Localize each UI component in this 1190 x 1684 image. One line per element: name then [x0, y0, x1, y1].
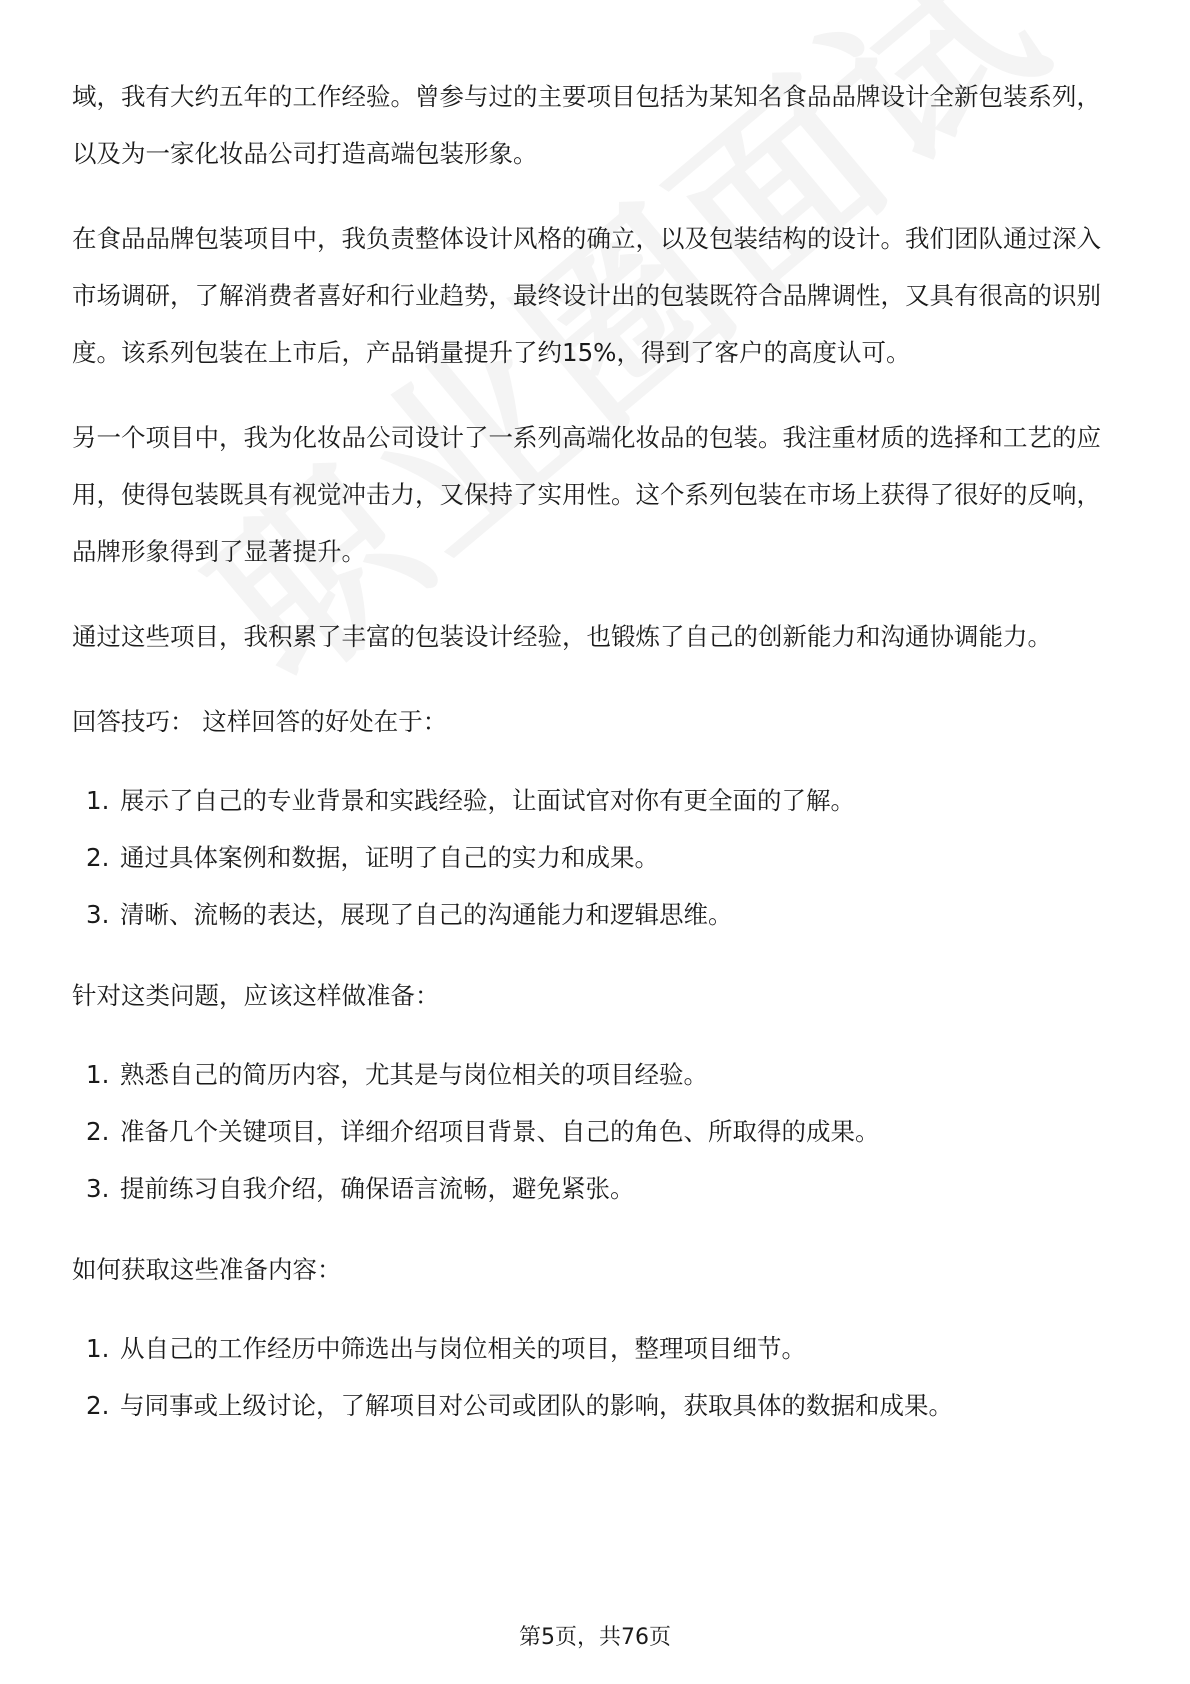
- list-item: [72, 1046, 1122, 1103]
- list-number: 3.: [86, 1174, 110, 1203]
- list-item: [72, 1320, 1122, 1377]
- list-text: 展示了自己的专业背景和实践经验，让面试官对你有更全面的了解。: [120, 786, 855, 815]
- list-number: 1.: [86, 786, 110, 815]
- paragraph: 域，我有大约五年的工作经验。曾参与过的主要项目包括为某知名食品品牌设计全新包装系列，以及为一家化妆品公司打造高端包装形象。: [72, 82, 1101, 168]
- list-text: 提前练习自我介绍，确保语言流畅，避免紧张。: [120, 1174, 635, 1203]
- list-text: 熟悉自己的简历内容，尤其是与岗位相关的项目经验。: [120, 1060, 708, 1089]
- page-number-footer: 第5页，共76页: [519, 1625, 671, 1650]
- numbered-list: [72, 772, 1122, 943]
- list-number: 2.: [86, 1391, 110, 1420]
- section-heading: 如何获取这些准备内容：: [72, 1255, 342, 1284]
- section-heading: 针对这类问题，应该这样做准备：: [72, 981, 440, 1010]
- list-number: 2.: [86, 843, 110, 872]
- paragraph: 通过这些项目，我积累了丰富的包装设计经验，也锻炼了自己的创新能力和沟通协调能力。: [72, 622, 1052, 651]
- numbered-list: [72, 1320, 1122, 1434]
- list-text: 通过具体案例和数据，证明了自己的实力和成果。: [120, 843, 659, 872]
- list-text: 准备几个关键项目，详细介绍项目背景、自己的角色、所取得的成果。: [120, 1117, 880, 1146]
- paragraph: 另一个项目中，我为化妆品公司设计了一系列高端化妆品的包装。我注重材质的选择和工艺的应用，使得包装既具有视觉冲击力，又保持了实用性。这个系列包装在市场上获得了很好的反响，品牌形象得到了显著提升。: [72, 423, 1101, 566]
- list-item: [72, 886, 1122, 943]
- list-item: [72, 1103, 1122, 1160]
- list-text: 与同事或上级讨论，了解项目对公司或团队的影响，获取具体的数据和成果。: [120, 1391, 953, 1420]
- list-item: [72, 772, 1122, 829]
- numbered-list: [72, 1046, 1122, 1217]
- section-heading: 回答技巧： 这样回答的好处在于：: [72, 707, 448, 736]
- document-body: [72, 68, 1122, 1458]
- list-item: [72, 829, 1122, 886]
- list-number: 2.: [86, 1117, 110, 1146]
- list-text: 清晰、流畅的表达，展现了自己的沟通能力和逻辑思维。: [120, 900, 733, 929]
- list-number: 3.: [86, 900, 110, 929]
- list-number: 1.: [86, 1060, 110, 1089]
- list-number: 1.: [86, 1334, 110, 1363]
- list-item: [72, 1160, 1122, 1217]
- list-item: [72, 1377, 1122, 1434]
- list-text: 从自己的工作经历中筛选出与岗位相关的项目，整理项目细节。: [120, 1334, 806, 1363]
- paragraph: 在食品品牌包装项目中，我负责整体设计风格的确立，以及包装结构的设计。我们团队通过深入市场调研，了解消费者喜好和行业趋势，最终设计出的包装既符合品牌调性，又具有很高的识别度。该系列包装在上市后，产品销量提升了约15%，得到了客户的高度认可。: [72, 224, 1101, 367]
